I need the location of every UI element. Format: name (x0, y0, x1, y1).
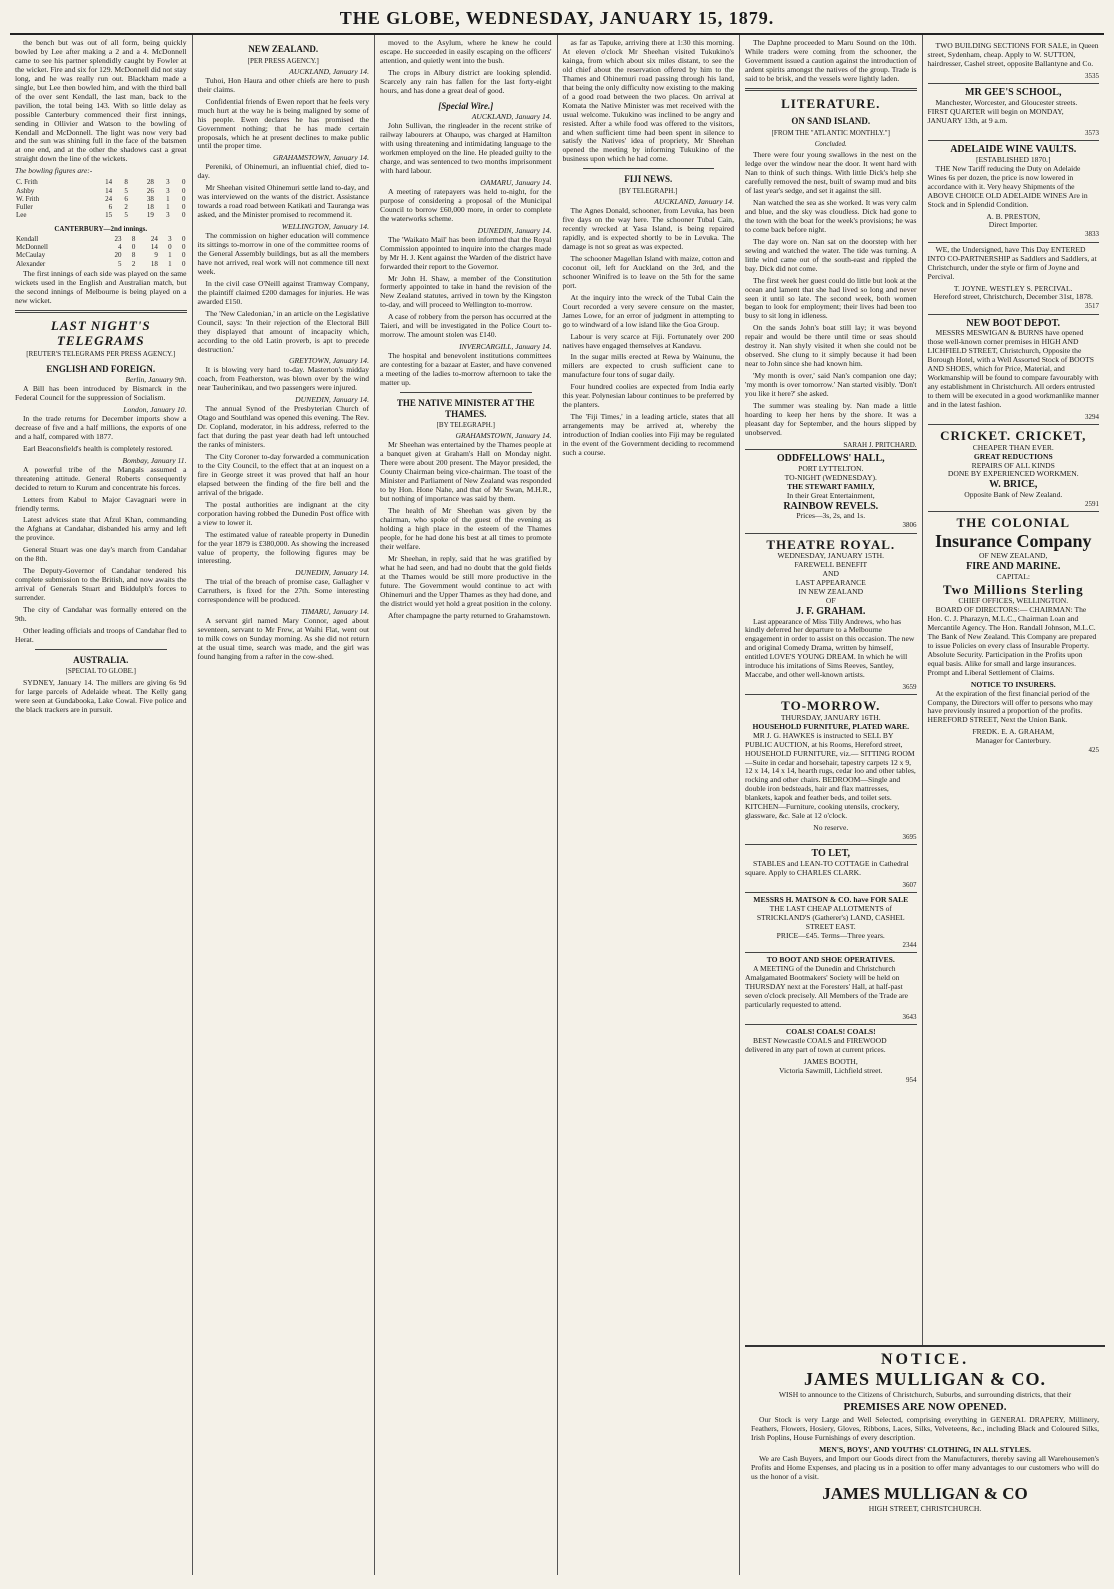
matson-ad: MESSRS H. MATSON & CO. have FOR SALE THE LAST CHEAP ALLOTMENTS of STRICKLAND'S (Gatherer's) LAND, CASHEL STREET EAST. PRICE—£45. Terms—Three years. 2344 (745, 892, 917, 952)
theatre-royal-ad: THEATRE ROYAL. WEDNESDAY, JANUARY 15TH. FAREWELL BENEFIT AND LAST APPEARANCE IN NEW ZEALAND OF J. F. GRAHAM. Last appearance of Miss Tilly Andrews, who has kindly deferred her departure to a Melbourne engagement in order to assist on this occasion. The new and original Comedy Drama, written by himself, entitled LOVE'S YOUNG DREAM. In which he will introduce his imitations of Sims Reeves, Santley, Maccabe, and other well-known artists. 3659 (745, 533, 917, 695)
column-6 (923, 35, 1105, 1575)
score-row (15, 187, 187, 195)
cricket-tail: The first innings of each side was played on the same wickets used in the English and Australian match, but the second innings of Melbourne is being played on a new wicket. (15, 268, 187, 305)
score-cell: 6 (108, 203, 113, 212)
score-cell: 3 (166, 178, 170, 187)
score-cell: 3 (166, 211, 170, 220)
score-cell: 5 (124, 186, 128, 195)
news-paragraph: The hospital and benevolent institutions committees are contesting for a bazaar at Easter, and have convened a meeting of the ladies to-morrow afternoon to take the matter up. (380, 351, 552, 388)
news-paragraph: Latest advices state that Afzul Khan, commanding the Afghans at Candahar, disbanded his army and left the province. (15, 515, 187, 543)
canterbury-label: CANTERBURY—2nd innings. (54, 224, 148, 233)
score-cell: 0 (182, 259, 186, 268)
score-cell: 3 (166, 186, 170, 195)
score-cell: 2 (124, 203, 128, 212)
news-paragraph: In the sugar mills erected at Rewa by Wainunu, the millers are expected to crush sufficient cane to manufacture four tons of sugar daily. (562, 352, 734, 380)
gee-school-ad: MR GEE'S SCHOOL, Manchester, Worcester, and Gloucester streets. FIRST QUARTER will begin on MONDAY, JANUARY 13th, at 9 a.m. 3573 (928, 83, 1100, 140)
score-cell: 9 (154, 251, 158, 260)
news-paragraph: The health of Mr Sheehan was given by the chairman, who spoke of the guest of the evening as holding a high place in the esteem of the Thames people, for he had done his best at all times to promote their welfare. (380, 506, 552, 551)
score-cell: 14 (105, 186, 113, 195)
news-paragraph: Other leading officials and troops of Candahar fled to Herat. (15, 625, 187, 644)
score-row (15, 195, 187, 203)
news-paragraph: moved to the Asylum, where he knew he could escape. He succeeded in easily escaping on the officers' attention, and quietly went into the bush. (380, 38, 552, 65)
score-cell: 8 (131, 251, 136, 260)
score-row (15, 251, 187, 259)
building-sections-ad: TWO BUILDING SECTIONS FOR SALE, in Queen street, Sydenham, cheap. Apply to W. SUTTON, hairdresser, Cashel street, opposite Ballantyne and Co. 3535 (927, 41, 1099, 80)
score-row (15, 235, 187, 243)
score-cell: 0 (168, 243, 172, 252)
komata-text: as far as Tapuke, arriving there at 1:30 this morning. At eleven o'clock Mr Sheehan visited Tukukino's kainga, from which about six miles distant, to see the old chief about the reservation offered by him to the Thames and Ohinemuri road passing through his land, that being the only difficulty now existing to the making of a good road between the two places. On arrival at Komata the Native Minister was met received with the usual welcome. Tukukino was inclined to be angry and resisted. After a while food was offered to the visitors, and when sufficient time had been spent in silence to satisfy the Natives' idea of propriety, Mr Sheehan opened the meeting by informing Tukukino of the business upon which he had come. (562, 38, 734, 164)
score-cell: 14 (150, 243, 158, 252)
score-cell: 5 (118, 259, 122, 268)
score-row (15, 178, 187, 186)
fiji-heading: FIJI NEWS. (624, 174, 673, 185)
score-cell: W. Frith (16, 194, 40, 203)
news-paragraph: In the trade returns for December imports show a decrease of five and a half millions, the exports of one and a half, compared with 1877. (15, 413, 187, 441)
news-paragraph: Confidential friends of Ewen report that he feels very much hurt at the way he is being maligned by some of his people. Ewen declares he has promised the Government nothing; that he has made certain proposals, which he at present declines to make public until the proper time. (197, 96, 369, 151)
score-cell: 38 (146, 194, 154, 203)
cash-text: We are Cash Buyers, and Import our Goods direct from the Manufacturers, thereby saving all Warehousemen's Profits and Home Expenses, and placing us in a position to offer many advantages to our customers who will do us the honor of a visit. (751, 1454, 1099, 1481)
score-cell: 0 (182, 178, 186, 187)
dateline: DUNEDIN, January 14. (295, 395, 369, 405)
nz-items (198, 68, 370, 662)
story-paragraph: There were four young swallows in the nest on the ledge over the window near the door. It went hard with Nan to think of such things. With little Dick's help she carefully removed the nest, built of swamp mud and bits of last year's sedge, and set it against the sill. (745, 150, 917, 196)
news-paragraph: The 'Fiji Times,' in a leading article, states that all arrangements may be arrived at, whereby the introduction of Indian coolies into Fiji may be regulated in the event of the Government deciding to recommend such a course. (562, 412, 734, 457)
score-cell: C. Frith (16, 178, 38, 187)
score-cell: 18 (146, 203, 154, 212)
column-4 (558, 35, 741, 1575)
daphne-text: The Daphne proceeded to Maru Sound on the 10th. While traders were coming from the schooner, the Government issued a caution against the introduction of ardent spirits amongst the natives of the group. Trade is said to be brisk, and the vessels were lightly laden. (745, 38, 917, 83)
nz-sub: [PER PRESS AGENCY.] (247, 56, 319, 65)
score-cell: 8 (131, 234, 136, 243)
score-cell: 24 (105, 194, 113, 203)
score-cell: Kendall (16, 234, 39, 243)
score-cell: 1 (166, 203, 170, 212)
to-let-ad: TO LET, STABLES and LEAN-TO COTTAGE in Cathedral square. Apply to CHARLES CLARK. 3607 (745, 844, 917, 892)
score-cell: 0 (182, 251, 186, 260)
stock-text: Our Stock is very Large and Well Selected, comprising everything in GENERAL DRAPERY, Millinery, Feathers, Flowers, Hosiery, Gloves, Ribbons, Laces, Silks, Velveteens, &c., including Black and Coloured Silks, Irish Poplins, House Furnishings of every description. (751, 1415, 1099, 1442)
score-cell: 0 (182, 234, 186, 243)
news-paragraph: Earl Beaconsfield's health is completely restored. (23, 443, 173, 453)
telegrams-sub: [REUTER'S TELEGRAMS PER PRESS AGENCY.] (26, 350, 176, 359)
score-cell: 15 (105, 211, 113, 220)
score-row (15, 243, 187, 251)
news-paragraph: After champagne the party returned to Grahamstown. (388, 610, 551, 620)
score-cell: 28 (146, 178, 154, 187)
score-cell: 1 (168, 259, 172, 268)
story-paragraph: 'My month is over,' said Nan's companion one day; 'my month is over tomorrow.' Nan started visibly. 'Don't you like it here?' she asked. (745, 371, 917, 399)
score-cell: 5 (124, 211, 128, 220)
score-cell: 18 (150, 259, 158, 268)
dateline: GRAHAMSTOWN, January 14. (272, 153, 369, 163)
firm-announce: WISH to announce to the Citizens of Christchurch, Suburbs, and surrounding districts, that their (778, 1390, 1072, 1399)
story-paragraph: Nan watched the sea as she worked. It was very calm and blue, and the sky was cloudless. Dick had gone to the town with the boat for the week's provisions; he was to come back before night. (745, 197, 917, 234)
dateline: AUCKLAND, January 14. (471, 112, 552, 122)
news-paragraph: Mr Sheehan, in reply, said that he was gratified by what he had seen, and had no doubt that the gold fields at the Thames would be still more productive in the future. The Government would continue to act with Ohinemuri and the Upper Thames as they had done, and the district would yet hold a great position in the colony. (380, 553, 552, 608)
dateline: GRAHAMSTOWN, January 14. (455, 431, 552, 441)
score-row (15, 260, 187, 268)
firm-name: JAMES MULLIGAN & CO. (803, 1369, 1046, 1389)
score-cell: 4 (118, 243, 122, 252)
dateline: DUNEDIN, January 14. (295, 568, 369, 578)
score-cell: 0 (182, 186, 186, 195)
news-paragraph: The 'Waikato Mail' has been informed that the Royal Commission appointed to inquire into the charges made by Mr H. J. Kent against the Warden of the district have forwarded their report to the Governor. (380, 234, 552, 271)
news-paragraph: A meeting of ratepayers was held to-night, for the purpose of considering a proposal of the Municipal Council to borrow £60,000 more, in order to complete the waterworks scheme. (380, 186, 552, 223)
news-paragraph: Tuhoi, Hon Haura and other chiefs are here to push their claims. (197, 75, 369, 94)
story-paragraph: The summer was stealing by. Nan made a little hoarding to keep her hens by the shore. It was a pleasant day for September, and the hours slipped by unobserved. (745, 400, 917, 437)
news-paragraph: The schooner Magellan Island with maize, cotton and coconut oil, left for Auckland on the 3rd, and the schooner Winifred is to leave on the 5th for the same port. (562, 253, 734, 290)
dateline: TIMARU, January 14. (301, 607, 369, 617)
column-2 (193, 35, 376, 1575)
score-cell: McCaulay (16, 251, 46, 260)
score-cell: 8 (124, 178, 128, 187)
clothing-line: MEN'S, BOYS', AND YOUTHS' CLOTHING, IN ALL STYLES. (819, 1445, 1031, 1454)
news-paragraph: The City Coroner to-day forwarded a communication to the City Council, to the effect that at an inquest on a fire in George street it was proved that half an hour elapsed between the finding of the fire bell and the arrival of the brigade. (197, 451, 369, 497)
special-wire-heading: [Special Wire.] (438, 100, 494, 111)
australia-sub: [SPECIAL TO GLOBE.] (65, 667, 136, 676)
score-cell: 0 (182, 203, 186, 212)
literature-source: [FROM THE "ATLANTIC MONTHLY."] (771, 128, 890, 137)
news-paragraph: Labour is very scarce at Fiji. Fortunately over 200 natives have engaged themselves at Kandavu. (562, 331, 734, 350)
literature-heading: LITERATURE. (781, 95, 881, 111)
cricket-report: the bench but was out of all form, being quickly bowled by Lee after making a 2 and a 4. McDonnell came to see his partner splendidly caught by Fowler at the wicket. Fire and six for 129. McDonnell did not stay long, and he was really run out. Blackham made a single, but Lee then bowled him, and with the third ball of the over sent Kendall, the last man, back to the pavilion, the total being 143. With so little delay as possible Canterbury commenced their first innings, sending in Ollivier and Watson to the bowling of Kendall and McDonnell. The light was now very bad and the sun was shining full in the face of the batsmen at one end, and at the other the shadows cast a great straight down the line of the wickets. (15, 38, 187, 164)
score-cell: 0 (182, 243, 186, 252)
news-paragraph: The Deputy-Governor of Candahar tendered his complete submission to the British, and now awaits the arrival of Generals Stuart and Biddulph's forces to surrender. (15, 566, 187, 603)
score-row (15, 211, 187, 219)
news-paragraph: In the civil case O'Neill against Tramway Company, the plaintiff claimed £200 damages for injuries. He was awarded £150. (197, 278, 369, 306)
score-cell: McDonnell (16, 243, 48, 252)
score-cell: 3 (168, 234, 172, 243)
story-paragraph: The first week her guest could do little but look at the ocean and lament that she had lived so long and never seen it until so late. The second week, both women began to look for employment; their lives had been too busy to sit long in idleness. (745, 275, 917, 321)
column-3 (375, 35, 558, 1575)
news-paragraph: The crops in Albury district are looking splendid. Scarcely any rain has fallen for the last forty-eight hours, and has done a great deal of good. (380, 67, 552, 95)
dateline: INVERCARGILL, January 14. (459, 342, 552, 352)
score-cell: 14 (105, 178, 113, 187)
firm-name-2: JAMES MULLIGAN & CO (822, 1484, 1028, 1503)
news-paragraph: The estimated value of rateable property in Dunedin for the year 1879 is £380,000. As showing the increased value of property, the following figures may be interesting. (197, 529, 369, 566)
score-cell: 19 (146, 211, 154, 220)
score-cell: Fuller (16, 203, 33, 212)
score-cell: 1 (168, 251, 172, 260)
dateline: Bombay, January 11. (122, 455, 187, 465)
score-row (15, 203, 187, 211)
news-paragraph: A Bill has been introduced by Bismarck in the Federal Council for the suppression of Socialism. (15, 384, 187, 403)
foreign-items (15, 376, 187, 645)
oddfellows-ad: ODDFELLOWS' HALL, PORT LYTTELTON. TO-NIGHT (WEDNESDAY). THE STEWART FAMILY, In their Great Entertainment, RAINBOW REVELS. Prices—3s, 2s, and 1s. 3806 (745, 449, 917, 533)
masthead-title: THE GLOBE, WEDNESDAY, JANUARY 15, 1879. (339, 8, 775, 28)
news-paragraph: The postal authorities are indignant at the city corporation having robbed the Dunedin Post office with a view to lower it. (197, 499, 369, 527)
score-cell: 20 (114, 251, 122, 260)
score-cell: 26 (146, 186, 154, 195)
mulligan-notice (745, 1345, 1105, 1585)
news-paragraph: Pereniki, of Ohinemuri, an influential chief, died to-day. (197, 162, 369, 181)
fiji-items (563, 198, 735, 458)
news-paragraph: General Stuart was one day's march from Candahar on the 8th. (15, 545, 187, 564)
news-paragraph: A powerful tribe of the Mangals assumed a threatening attitude. General Roberts consequently decided to return to Kurum and concentrate his forces. (15, 464, 187, 492)
news-paragraph: The annual Synod of the Presbyterian Church of Otago and Southland was opened this evening. The Rev. Dr. Copland, moderator, in his address, referred to the fact that during the past year death had left untouched the ranks of ministers. (197, 404, 369, 450)
score-cell: Alexander (16, 259, 46, 268)
boot-operatives-ad: TO BOOT AND SHOE OPERATIVES. A MEETING of the Dunedin and Christchurch Amalgamated Bootmakers' Society will be held on THURSDAY next at the Foresters' Hall, at half-past seven o'clock precisely. All Members of the Trade are particularly requested to attend. 3643 (745, 952, 917, 1024)
news-paragraph: A case of robbery from the person has occurred at the Taieri, and will be investigated in the Police Court to-morrow. The amount stolen was £140. (380, 312, 552, 340)
literature-concluded: Concluded. (814, 139, 847, 148)
score-cell: 0 (182, 211, 186, 220)
bowling-table (15, 178, 187, 219)
story-paragraph: The day wore on. Nan sat on the doorstep with her sewing and watched the water. The tide was turning. A little wind came out of the south-east and rippled the bay. Dick did not come. (745, 236, 917, 273)
news-paragraph: The commission on higher education will commence its sittings to-morrow in one of the committee rooms of the General Assembly buildings, but as all the members have not arrived, real work will not commence till next week. (197, 231, 369, 276)
score-cell: 2 (131, 259, 136, 268)
dateline: AUCKLAND, January 14. (289, 66, 369, 76)
foreign-heading: ENGLISH AND FOREIGN. (46, 363, 156, 374)
adelaide-wine-ad: ADELAIDE WINE VAULTS. [ESTABLISHED 1870.] THE New Tariff reducing the Duty on Adelaide Wines 6s per dozen, the price is now lowered in accordance with it. Very heavy Shipments of the ABOVE CHOICE OLD ADELAIDE WINES Are in Stock and in Splendid Condition. A. B. PRESTON, Direct Importer. 3833 (928, 140, 1100, 242)
score-cell: 0 (182, 194, 186, 203)
fiji-sub: [BY TELEGRAPH.] (619, 186, 678, 195)
columns (10, 35, 1104, 1575)
news-paragraph: Mr John H. Shaw, a member of the Constitution formerly appointed to take in hand the revision of the New Zealand statutes, arrived in town by the Kingston to-day, and will proceed to Wellington to-morrow. (380, 273, 552, 310)
auction-ad: TO-MORROW. THURSDAY, JANUARY 16TH. HOUSEHOLD FURNITURE, PLATED WARE. MR J. G. HAWKES is instructed to SELL BY PUBLIC AUCTION, at his Rooms, Hereford street, HOUSEHOLD FURNITURE, viz.— SITTING ROOM—Suite in cedar and horsehair, tapestry carpets 12 x 9, 12 x 14, 14 x 14, hearth rugs, cedar loo and other tables, rocking and other chairs. BEDROOM—Single and double iron bedsteads, hair and flax mattresses, blankets, kapok and feather beds, and toilet sets. KITCHEN—Furniture, cooking utensils, crockery, glassware, &c. Sale at 12 o'clock. No reserve. 3695 (745, 694, 917, 844)
premises-opened: PREMISES ARE NOW OPENED. (843, 1401, 1007, 1413)
score-cell: 6 (124, 194, 128, 203)
native-minister-heading: THE NATIVE MINISTER AT THE THAMES. (396, 397, 535, 419)
news-paragraph: Mr Sheehan was entertained by the Thames people at a banquet given at Graham's Hall on Monday night. There were about 200 present. The Mayor presided, the County Chairman being vice-chairman. The toast of the Minister and Parliament of New Zealand was responded to by Hon. Hone Nahe, and that of Mr Swan, M.H.R., but nothing of importance was said by them. (380, 440, 552, 504)
telegrams-heading: LAST NIGHT'S TELEGRAMS (50, 317, 151, 348)
news-paragraph: At the inquiry into the wreck of the Tubal Cain the Court recorded a very severe censure on the master, James Lowe, for an error of judgment in attempting to go to windward of a low island like the Goa Group. (562, 292, 734, 329)
dateline: WELLINGTON, January 14. (281, 222, 369, 232)
dateline: Berlin, January 9th. (125, 375, 187, 385)
masthead (10, 6, 1104, 35)
coals-ad: COALS! COALS! COALS! BEST Newcastle COALS and FIREWOOD delivered in any part of town at current prices. JAMES BOOTH, Victoria Sawmill, Lichfield street. 954 (745, 1024, 917, 1087)
news-paragraph: It is blowing very hard to-day. Masterton's midday coach, from Featherston, was blown over by the wind near Tauherinikau, and two passengers were injured. (197, 365, 369, 393)
story-text (745, 151, 917, 438)
news-paragraph: Four hundred coolies are expected from India early this year. Polynesian labour continues to be preferred by the planters. (562, 382, 734, 410)
firm-address: HIGH STREET, CHRISTCHURCH. (868, 1504, 982, 1513)
colonial-insurance-ad: THE COLONIAL Insurance Company OF NEW ZEALAND, FIRE AND MARINE. CAPITAL: Two Millions Sterling CHIEF OFFICES, WELLINGTON. BOARD OF DIRECTORS:— CHAIRMAN: The Hon. C. J. Pharazyn, M.L.C., Chairman Loan and Mercantile Agency. The Hon. Randall Johnson, M.L.C. The Bank of New Zealand. This Company are prepared to issue Policies on every class of Insurable Property. Absolute Security. Participation in the Profits upon equal basis. Alike for small and large insurances. Prompt and Liberal Settlement of Claims. NOTICE TO INSURERS. At the expiration of the first financial period of the Company, the Directors will offer to persons who may have previously insured a proportion of the profits. HEREFORD STREET, Next the Union Bank. FREDK. E. A. GRAHAM, Manager for Canterbury. 425 (928, 511, 1100, 757)
story-paragraph: On the sands John's boat still lay; it was beyond repair and would be there until time or seas should destroy it. Nan shyly visited it when she could not be observed. She clung to it simply because it had been near to John since she had known him. (745, 323, 917, 369)
boot-depot-ad: NEW BOOT DEPOT. MESSRS MESWIGAN & BURNS have opened those well-known corner premises in HIGH AND LICHFIELD STREET, Christchurch, Opposite the Borough Hotel, with a Well Assorted Stock of BOOTS AND SHOES, which for Price, Material, and Workmanship will be found to compare favourably with any establishment in Christchurch. All orders entrusted to them will be executed in a good workmanlike manner and in the latest fashion. 3294 (928, 314, 1100, 425)
dateline: OAMARU, January 14. (480, 178, 552, 187)
nz-heading: NEW ZEALAND. (248, 44, 319, 54)
news-paragraph: The city of Candahar was formally entered on the 9th. (15, 605, 187, 623)
column-1 (10, 35, 193, 1575)
dateline: AUCKLAND, January 14. (654, 197, 734, 207)
bowling-table-second (15, 235, 187, 268)
dateline: GREYTOWN, January 14. (288, 356, 369, 366)
news-paragraph: John Sullivan, the ringleader in the recent strike of railway labourers at Ohaupo, was charged at Hamilton with using threatening and intimidating language to the workmen employed on the line. He pleaded guilty to the charge, and was sentenced to two months imprisonment with hard labour. (380, 121, 552, 176)
col3-top-items (380, 39, 552, 96)
news-paragraph: Mr Sheehan visited Ohinemuri settle land to-day, and was interviewed on the wants of the district. Assistance towards a road road between Katikati and Tauranga was asked, and the Minister promised to recommend it. (197, 183, 369, 220)
news-paragraph: The trial of the breach of promise case, Gallagher v Carruthers, is fixed for the 27th. Some interesting correspondence will be produced. (197, 577, 369, 605)
news-paragraph: The 'New Caledonian,' in an article on the Legislative Council, says: 'In their rejection of the Electoral Bill they displayed that amount of incapacity which, according to the old Latin proverb, is apt to precede destruction.' (197, 308, 369, 354)
news-paragraph: A servant girl named Mary Connor, aged about seventeen, servant to Mr Frew, at Waihi Flat, went out to milk cows on Sunday morning. As she did not return at the usual time, search was made, and the girl was found hanging from a rafter in the cow-shed. (197, 616, 369, 661)
special-wire-items (380, 113, 552, 388)
score-cell: Ashby (16, 186, 35, 195)
native-minister-items (380, 432, 552, 620)
story-signature: SARAH J. PRITCHARD. (843, 440, 917, 449)
literature-title: ON SAND ISLAND. (791, 116, 871, 127)
dateline: DUNEDIN, January 14. (477, 225, 552, 235)
score-cell: Lee (16, 211, 27, 220)
cricket-ad: CRICKET. CRICKET, CHEAPER THAN EVER. GREAT REDUCTIONS REPAIRS OF ALL KINDS DONE BY EXPERIENCED WORKMEN. W. BRICE, Opposite Bank of New Zealand. 2591 (928, 424, 1100, 511)
column-5 (740, 35, 923, 1575)
partnership-ad: WE, the Undersigned, have This Day ENTERED INTO CO-PARTNERSHIP as Saddlers and Saddlers, at Christchurch, under the style or firm of Joyne and Percival. T. JOYNE. WESTLEY S. PERCIVAL. Hereford street, Christchurch, December 31st, 1878. 3517 (928, 242, 1100, 314)
score-cell: 23 (114, 234, 122, 243)
notice-heading: NOTICE. (880, 1351, 970, 1368)
australia-text: SYDNEY, January 14. The millers are giving 6s 9d for large parcels of Adelaide wheat. The Kelly gang were seen at Gundabooka, Lake Cowal. Five police and the black trackers are in pursuit. (15, 677, 187, 714)
native-minister-sub: [BY TELEGRAPH.] (436, 421, 495, 430)
dateline: London, January 10. (123, 404, 187, 414)
score-cell: 24 (150, 234, 158, 243)
score-cell: 1 (166, 194, 170, 203)
news-paragraph: Letters from Kabul to Major Cavagnari were in friendly terms. (15, 494, 187, 513)
bowling-heading: The bowling figures are:- (15, 166, 93, 176)
australia-heading: AUSTRALIA. (73, 654, 129, 665)
score-cell: 0 (131, 243, 136, 252)
news-paragraph: The Agnes Donald, schooner, from Levuka, has been five days on the way here. The schooner Tubal Cain, recently wrecked at Yasa Island, is being repaired rapidly, and is expected shortly to be in Levuka. The damage is not so great as was expected. (562, 206, 734, 251)
